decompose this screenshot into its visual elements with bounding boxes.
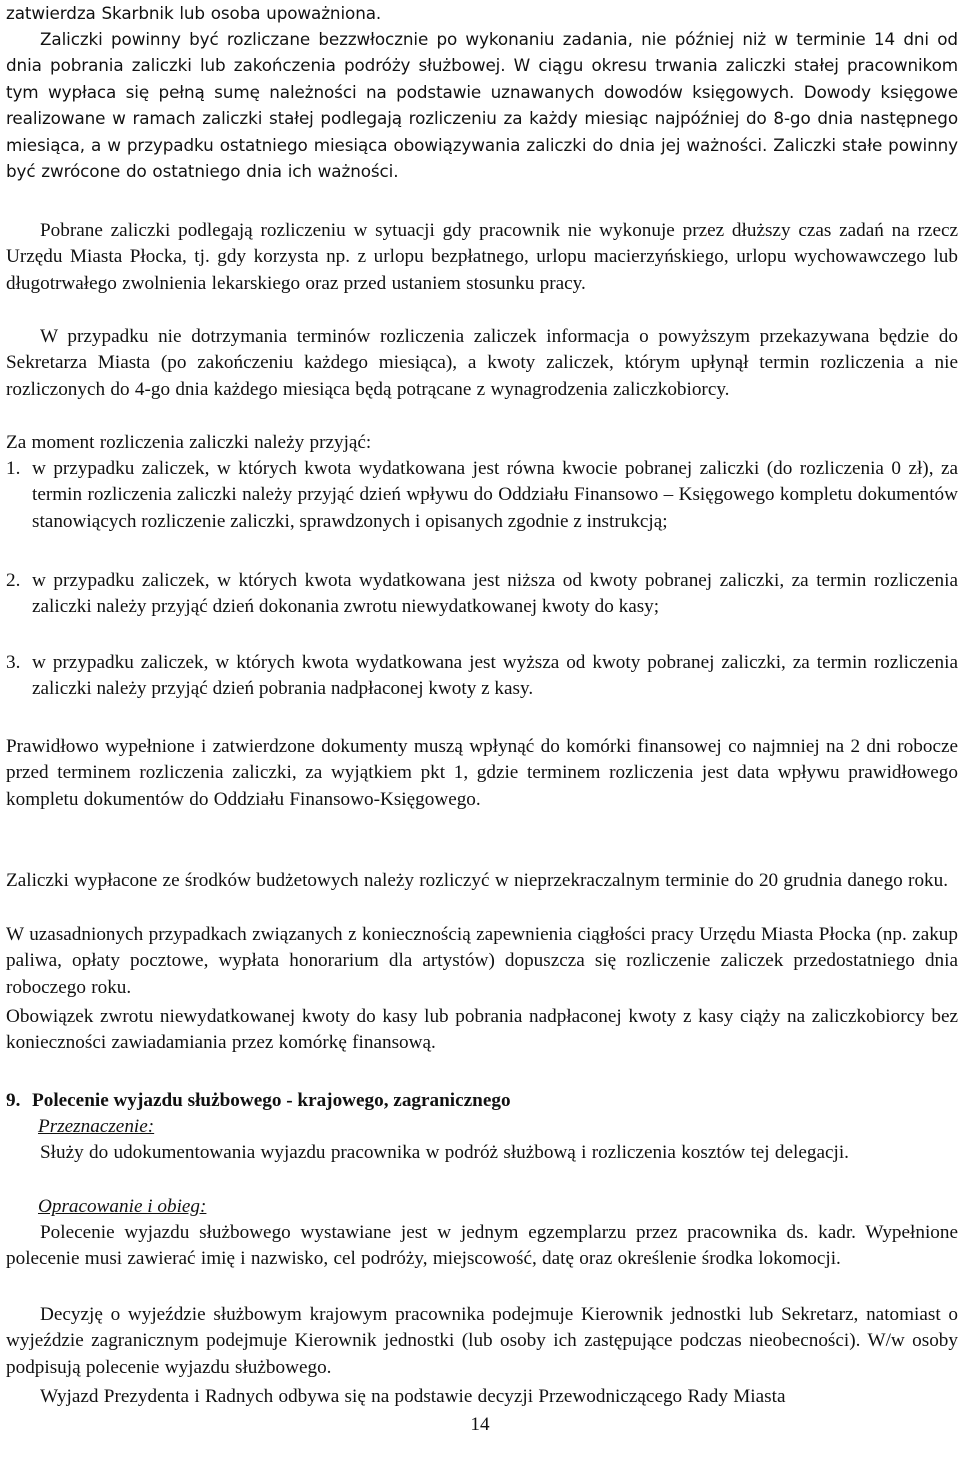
- subheading-opracowanie: Opracowanie i obieg:: [38, 1196, 207, 1217]
- subheading-przeznaczenie: Przeznaczenie:: [38, 1116, 155, 1137]
- paragraph-opracowanie: Polecenie wyjazdu służbowego wystawiane jest w jednym egzemplarzu przez pracownika ds. kadr. Wypełnione polecenie musi zawierać imię i nazwisko, cel podróży, miejscowość, datę oraz określenie środka lokomocji.: [6, 1222, 958, 1270]
- paragraph-prezydent: Wyjazd Prezydenta i Radnych odbywa się na podstawie decyzji Przewodniczącego Rady Miasta: [40, 1386, 786, 1407]
- list-number: 2.: [6, 570, 21, 591]
- paragraph-niedotrzymanie: W przypadku nie dotrzymania terminów rozliczenia zaliczek informacja o powyższym przekazywana będzie do Sekretarza Miasta (po zakończeniu każdego miesiąca), a kwoty zaliczek, którym upłynął termin rozliczenia a nie rozliczonych do 4-go dnia każdego miesiąca będą potrącane z wynagrodzenia zaliczkobiorcy.: [6, 326, 958, 400]
- list-text: w przypadku zaliczek, w których kwota wydatkowana jest niższa od kwoty pobranej zaliczki, za termin rozliczenia zaliczki należy przyjąć dzień dokonania zwrotu niewydatkowanej kwoty do kasy;: [32, 570, 958, 618]
- list-text: w przypadku zaliczek, w których kwota wydatkowana jest równa kwocie pobranej zaliczki (do rozliczenia 0 zł), za termin rozliczenia zaliczki należy przyjąć dzień wpływu do Oddziału Finansowo – Księgowego kompletu dokumentów stanowiących rozliczenie zaliczki, sprawdzonych i opisanych zgodnie z instrukcją;: [32, 458, 958, 532]
- list-number: 3.: [6, 652, 21, 673]
- section-number: 9.: [6, 1090, 21, 1111]
- page-number: 14: [470, 1414, 490, 1435]
- paragraph-settlement: Zaliczki powinny być rozliczane bezzwłocznie po wykonaniu zadania, nie później niż w terminie 14 dni od dnia pobrania zaliczki lub zakończenia podróży służbowej. W ciągu okresu trwania zaliczki stałej pracownikom tym wypłaca się pełną sumę należności na podstawie uznawanych dowodów księgowych. Dowody księgowe realizowane w ramach zaliczki stałej podlegają rozliczeniu za każdy miesiąc najpóźniej do 8-go dnia następnego miesiąca, a w przypadku ostatniego miesiąca obowiązywania zaliczki do dnia jej ważności. Zaliczki stałe powinny być zwrócone do ostatniego dnia ich ważności.: [6, 29, 958, 182]
- paragraph-decyzje: Decyzję o wyjeździe służbowym krajowym pracownika podejmuje Kierownik jednostki lub Sekretarz, natomiast o wyjeździe zagranicznym podejmuje Kierownik jednostki (lub osoby ich zastępujące podczas nieobecności). W/w osoby podpisują polecenie wyjazdu służbowego.: [6, 1304, 958, 1378]
- paragraph-przeznaczenie: Służy do udokumentowania wyjazdu pracownika w podróż służbową i rozliczenia kosztów tej delegacji.: [40, 1142, 849, 1163]
- paragraph-obowiazek: Obowiązek zwrotu niewydatkowanej kwoty do kasy lub pobrania nadpłaconej kwoty z kasy ciąży na zaliczkobiorcy bez konieczności zawiadamiania przez komórkę finansową.: [6, 1006, 958, 1054]
- list-text: w przypadku zaliczek, w których kwota wydatkowana jest wyższa od kwoty pobranej zaliczki, za termin rozliczenia zaliczki należy przyjąć dzień pobrania nadpłaconej kwoty z kasy.: [32, 652, 958, 700]
- paragraph-intro: zatwierdza Skarbnik lub osoba upoważniona.: [6, 3, 382, 23]
- paragraph-pobrane: Pobrane zaliczki podlegają rozliczeniu w sytuacji gdy pracownik nie wykonuje przez dłuższy czas zadań na rzecz Urzędu Miasta Płocka, tj. gdy korzysta np. z urlopu bezpłatnego, urlopu macierzyńskiego, urlopu wychowawczego lub długotrwałego zwolnienia lekarskiego oraz przed ustaniem stosunku pracy.: [6, 220, 958, 294]
- paragraph-prawidlowo: Prawidłowo wypełnione i zatwierdzone dokumenty muszą wpłynąć do komórki finansowej co najmniej na 2 dni robocze przed terminem rozliczenia zaliczki, za wyjątkiem pkt 1, gdzie terminem rozliczenia jest data wpływu prawidłowego kompletu dokumentów do Oddziału Finansowo-Księgowego.: [6, 736, 958, 810]
- section-title: Polecenie wyjazdu służbowego - krajowego, zagranicznego: [32, 1090, 511, 1111]
- paragraph-uzasadnione: W uzasadnionych przypadkach związanych z koniecznością zapewnienia ciągłości pracy Urzędu Miasta Płocka (np. zakup paliwa, opłaty pocztowe, wypłata honorarium dla artystów) dopuszcza się rozliczenie zaliczek przedostatniego dnia roboczego roku.: [6, 924, 958, 998]
- list-number: 1.: [6, 458, 21, 479]
- paragraph-budzet: Zaliczki wypłacone ze środków budżetowych należy rozliczyć w nieprzekraczalnym terminie do 20 grudnia danego roku.: [6, 870, 949, 891]
- paragraph-moment: Za moment rozliczenia zaliczki należy przyjąć:: [6, 432, 372, 453]
